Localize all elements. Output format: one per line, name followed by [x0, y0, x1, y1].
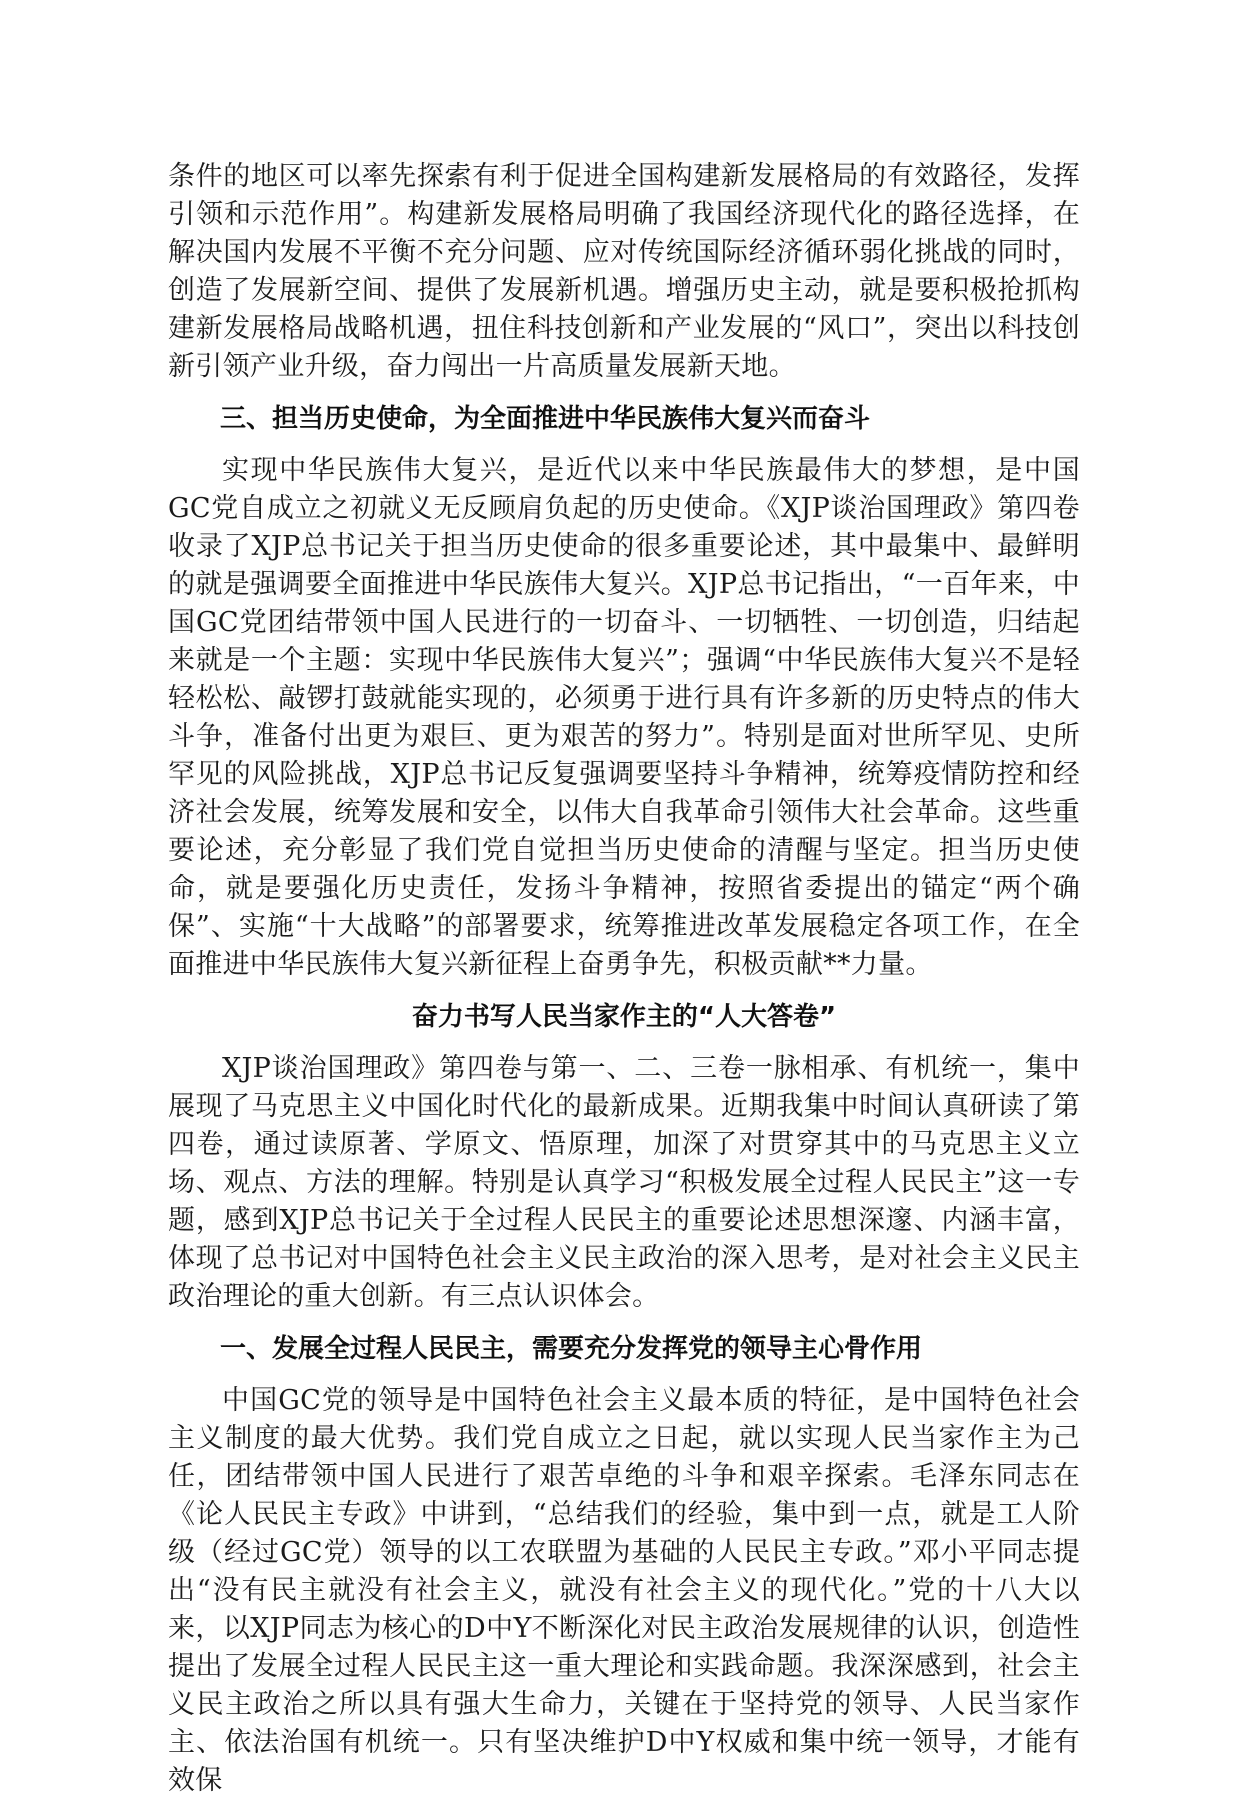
section-heading-party-leadership: 一、发展全过程人民民主，需要充分发挥党的领导主心骨作用 — [220, 1334, 923, 1364]
article-title: 奋力书写人民当家作主的“人大答卷” — [411, 1002, 837, 1032]
paragraph-new-development-pattern: 条件的地区可以率先探索有利于促进全国构建新发展格局的有效路径，发挥引领和示范作用”。构建新发展格局明确了我国经济现代化的路径选择，在解决国内发展不平衡不充分问题、应对传统国际经济循环弱化挑战的同时，创造了发展新空间、提供了发展新机遇。增强历史主动，就是要积极抢抓构建新发展格局战略机遇，扭住科技创新和产业发展的“风口”，突出以科技创新引领产业升级，奋力闯出一片高质量发展新天地。 — [168, 161, 1080, 382]
document-page — [168, 158, 1080, 1814]
paragraph-historical-mission: 实现中华民族伟大复兴，是近代以来中华民族最伟大的梦想，是中国GC党自成立之初就义无反顾肩负起的历史使命。《XJP谈治国理政》第四卷收录了XJP总书记关于担当历史使命的很多重要论述，其中最集中、最鲜明的就是强调要全面推进中华民族伟大复兴。XJP总书记指出，“一百年来，中国GC党团结带领中国人民进行的一切奋斗、一切牺牲、一切创造，归结起来就是一个主题：实现中华民族伟大复兴”；强调“中华民族伟大复兴不是轻轻松松、敲锣打鼓就能实现的，必须勇于进行具有许多新的历史特点的伟大斗争，准备付出更为艰巨、更为艰苦的努力”。特别是面对世所罕见、史所罕见的风险挑战，XJP总书记反复强调要坚持斗争精神，统筹疫情防控和经济社会发展，统筹发展和安全，以伟大自我革命引领伟大社会革命。这些重要论述，充分彰显了我们党自觉担当历史使命的清醒与坚定。担当历史使命，就是要强化历史责任，发扬斗争精神，按照省委提出的锚定“两个确保”、实施“十大战略”的部署要求，统筹推进改革发展稳定各项工作，在全面推进中华民族伟大复兴新征程上奋勇争先，积极贡献**力量。 — [168, 455, 1080, 980]
paragraph-party-leadership: 中国GC党的领导是中国特色社会主义最本质的特征，是中国特色社会主义制度的最大优势。我们党自成立之日起，就以实现人民当家作主为己任，团结带领中国人民进行了艰苦卓绝的斗争和艰辛探索。毛泽东同志在《论人民民主专政》中讲到，“总结我们的经验，集中到一点，就是工人阶级（经过GC党）领导的以工农联盟为基础的人民民主专政。”邓小平同志提出“没有民主就没有社会主义，就没有社会主义的现代化。”党的十八大以来，以XJP同志为核心的D中Y不断深化对民主政治发展规律的认识，创造性提出了发展全过程人民民主这一重大理论和实践命题。我深深感到，社会主义民主政治之所以具有强大生命力，关键在于坚持党的领导、人民当家作主、依法治国有机统一。只有坚决维护D中Y权威和集中统一领导，才能有效保 — [168, 1385, 1080, 1796]
section-heading-historical-mission: 三、担当历史使命，为全面推进中华民族伟大复兴而奋斗 — [220, 404, 871, 434]
paragraph-article-intro: XJP谈治国理政》第四卷与第一、二、三卷一脉相承、有机统一，集中展现了马克思主义中国化时代化的最新成果。近期我集中时间认真研读了第四卷，通过读原著、学原文、悟原理，加深了对贯穿其中的马克思主义立场、观点、方法的理解。特别是认真学习“积极发展全过程人民民主”这一专题，感到XJP总书记关于全过程人民民主的重要论述思想深邃、内涵丰富，体现了总书记对中国特色社会主义民主政治的深入思考，是对社会主义民主政治理论的重大创新。有三点认识体会。 — [168, 1053, 1080, 1312]
